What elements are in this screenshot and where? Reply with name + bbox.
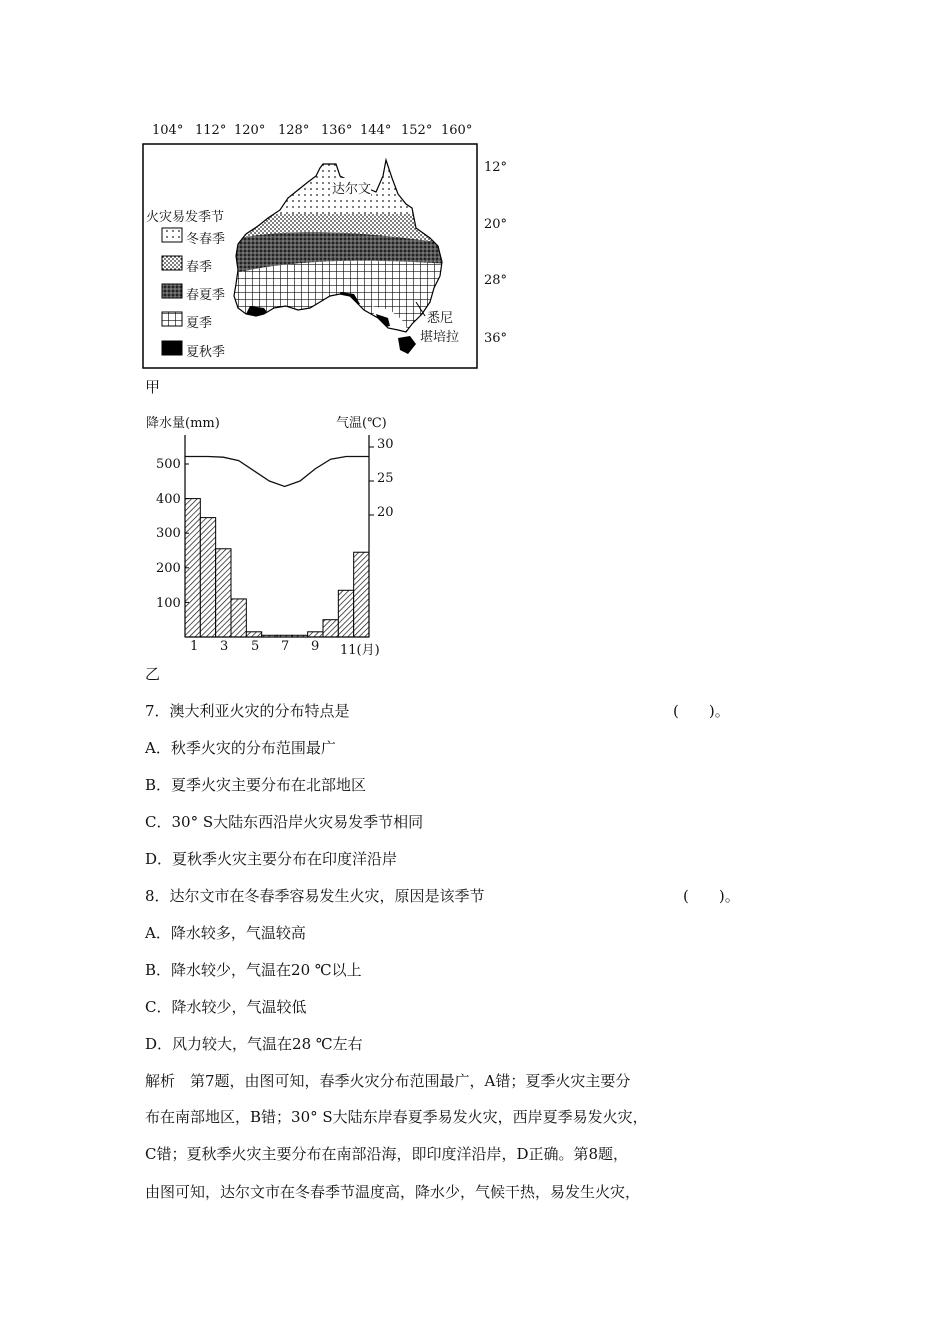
analysis-line: 布在南部地区，B错；30° S大陆东岸春夏季易发火灾，西岸夏季易发火灾，: [145, 1108, 648, 1126]
lon-label: 128°: [278, 123, 310, 138]
left-axis-title: 降水量(mm): [146, 416, 220, 431]
answer-bracket: ( )。: [683, 887, 740, 905]
analysis-line: C错；夏秋季火灾主要分布在南部沿海，即印度洋沿岸，D正确。第8题，: [145, 1145, 629, 1163]
left-tick: 500: [156, 457, 181, 472]
legend-swatch-spring-summer: [162, 284, 182, 298]
figure-label: 甲: [145, 378, 161, 396]
left-tick: 300: [156, 526, 181, 541]
x-tick: 3: [220, 639, 229, 654]
analysis-line: 由图可知，达尔文市在冬春季节温度高，降水少，气候干热，易发生火灾，: [145, 1183, 641, 1201]
x-tick: 1: [190, 639, 199, 654]
option-b: B．夏季火灾主要分布在北部地区: [145, 776, 367, 794]
lat-label: 12°: [484, 160, 508, 175]
precipitation-bars: [185, 499, 369, 637]
precipitation-bar: [246, 632, 261, 637]
city-label-darwin: 达尔文: [332, 178, 371, 197]
right-tick: 30: [377, 437, 394, 452]
temperature-line: [185, 457, 369, 487]
city-label-canberra: 堪培拉: [420, 330, 460, 345]
lat-label: 28°: [484, 273, 508, 288]
precipitation-bar: [200, 518, 215, 637]
precipitation-bar: [308, 632, 323, 637]
city-label-sydney: 悉尼: [427, 311, 454, 326]
lon-label: 104°: [152, 123, 184, 138]
precipitation-bar: [354, 552, 369, 637]
legend-title: 火灾易发季节: [146, 210, 225, 225]
x-tick: 9: [311, 639, 320, 654]
option-d: D．夏秋季火灾主要分布在印度洋沿岸: [145, 850, 398, 868]
lat-label: 20°: [484, 217, 508, 232]
climate-chart: [180, 425, 380, 645]
precipitation-bar: [323, 620, 338, 637]
legend-label: 春季: [186, 260, 213, 275]
figure-label: 乙: [145, 665, 161, 683]
legend-swatch-spring: [162, 256, 182, 270]
answer-bracket: ( )。: [673, 702, 730, 720]
legend-swatch-summer: [162, 312, 182, 326]
option-a: A．秋季火灾的分布范围最广: [145, 739, 336, 757]
precipitation-bar: [338, 590, 353, 637]
right-axis-title: 气温(℃): [336, 416, 387, 431]
lon-label: 136°: [321, 123, 353, 138]
option-b: B．降水较少，气温在20 ℃以上: [145, 961, 362, 979]
legend-swatch-summer-autumn: [162, 341, 182, 355]
lon-label: 144°: [360, 123, 392, 138]
precipitation-bar: [231, 599, 246, 637]
precipitation-bar: [216, 549, 231, 637]
lat-label: 36°: [484, 331, 508, 346]
legend-label: 春夏季: [186, 288, 226, 303]
option-c: C．降水较少，气温较低: [145, 998, 307, 1016]
option-c: C．30° S大陆东西沿岸火灾易发季节相同: [145, 813, 424, 831]
question-stem: 8．达尔文市在冬春季容易发生火灾，原因是该季节: [145, 887, 485, 905]
legend-swatch-winter-spring: [162, 228, 182, 242]
lon-label: 120°: [234, 123, 266, 138]
x-tick: 11(月): [340, 643, 380, 658]
legend-label: 夏秋季: [186, 345, 226, 360]
question-stem: 7．澳大利亚火灾的分布特点是: [145, 702, 350, 720]
left-tick: 400: [156, 492, 181, 507]
option-a: A．降水较多，气温较高: [145, 924, 306, 942]
legend-label: 夏季: [186, 316, 213, 331]
x-tick: 7: [281, 639, 290, 654]
right-tick: 20: [377, 505, 394, 520]
analysis-line: 解析 第7题，由图可知，春季火灾分布范围最广，A错；夏季火灾主要分: [145, 1072, 631, 1090]
option-d: D．风力较大，气温在28 ℃左右: [145, 1035, 363, 1053]
legend-label: 冬春季: [186, 232, 226, 247]
lon-label: 112°: [195, 123, 227, 138]
left-tick: 100: [156, 596, 181, 611]
x-tick: 5: [251, 639, 260, 654]
lon-label: 160°: [441, 123, 473, 138]
left-tick: 200: [156, 561, 181, 576]
lon-label: 152°: [401, 123, 433, 138]
right-tick: 25: [377, 471, 394, 486]
